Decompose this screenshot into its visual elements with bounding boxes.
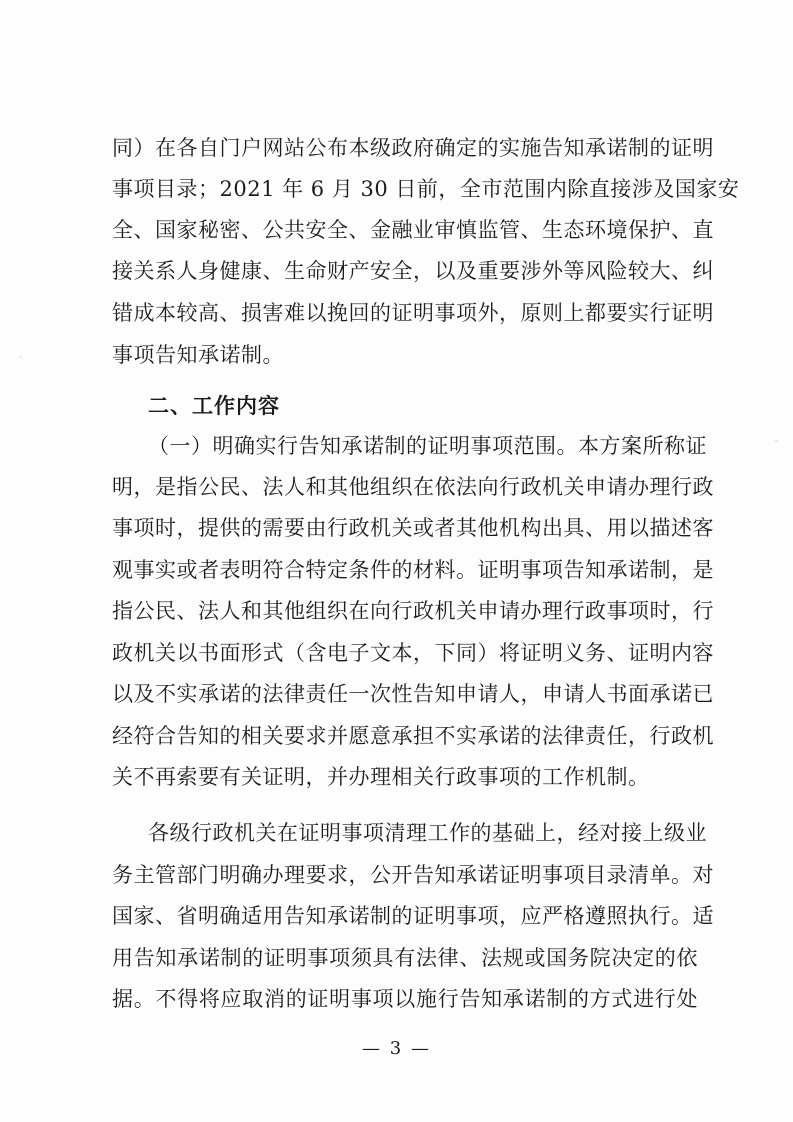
scan-speck (20, 356, 22, 358)
paragraph-1-line-2: 事项目录；2021 年 6 月 30 日前，全市范围内除直接涉及国家安 (112, 177, 740, 201)
paragraph-2-line-2: 明，是指公民、法人和其他组织在依法向行政机关申请办理行政 (112, 475, 714, 499)
scan-speck (775, 440, 778, 442)
paragraph-2-line-9: 关不再索要有关证明，并办理相关行政事项的工作机制。 (112, 765, 650, 789)
paragraph-3-line-4: 用告知承诺制的证明事项须具有法律、法规或国务院决定的依 (112, 946, 698, 970)
paragraph-3-line-2: 务主管部门明确办理要求，公开告知承诺证明事项目录清单。对 (112, 863, 714, 887)
paragraph-2-line-4: 观事实或者表明符合特定条件的材料。证明事项告知承诺制，是 (112, 558, 714, 582)
paragraph-3-line-5: 据。不得将应取消的证明事项以施行告知承诺制的方式进行处 (112, 987, 698, 1011)
paragraph-1-line-6: 事项告知承诺制。 (112, 343, 284, 367)
paragraph-2-line-1: （一）明确实行告知承诺制的证明事项范围。本方案所称证 (148, 434, 707, 458)
paragraph-1-line-1: 同）在各自门户网站公布本级政府确定的实施告知承诺制的证明 (112, 136, 714, 160)
paragraph-2-line-5: 指公民、法人和其他组织在向行政机关申请办理行政事项时，行 (112, 599, 714, 623)
page-number: — 3 — (362, 1038, 431, 1059)
paragraph-2-line-6: 政机关以书面形式（含电子文本，下同）将证明义务、证明内容 (112, 641, 714, 665)
paragraph-1-line-4: 接关系人身健康、生命财产安全，以及重要涉外等风险较大、纠 (112, 259, 714, 283)
paragraph-3-line-1: 各级行政机关在证明事项清理工作的基础上，经对接上级业 (148, 821, 707, 845)
paragraph-2-line-3: 事项时，提供的需要由行政机关或者其他机构出具、用以描述客 (112, 516, 714, 540)
paragraph-1-line-3: 全、国家秘密、公共安全、金融业审慎监管、生态环境保护、直 (112, 218, 714, 242)
paragraph-1-line-5: 错成本较高、损害难以挽回的证明事项外，原则上都要实行证明 (112, 301, 714, 325)
paragraph-2-line-8: 经符合告知的相关要求并愿意承担不实承诺的法律责任，行政机 (112, 724, 714, 748)
paragraph-3-line-3: 国家、省明确适用告知承诺制的证明事项，应严格遵照执行。适 (112, 904, 714, 928)
paragraph-2-line-7: 以及不实承诺的法律责任一次性告知申请人，申请人书面承诺已 (112, 682, 714, 706)
section-heading: 二、工作内容 (148, 394, 280, 418)
